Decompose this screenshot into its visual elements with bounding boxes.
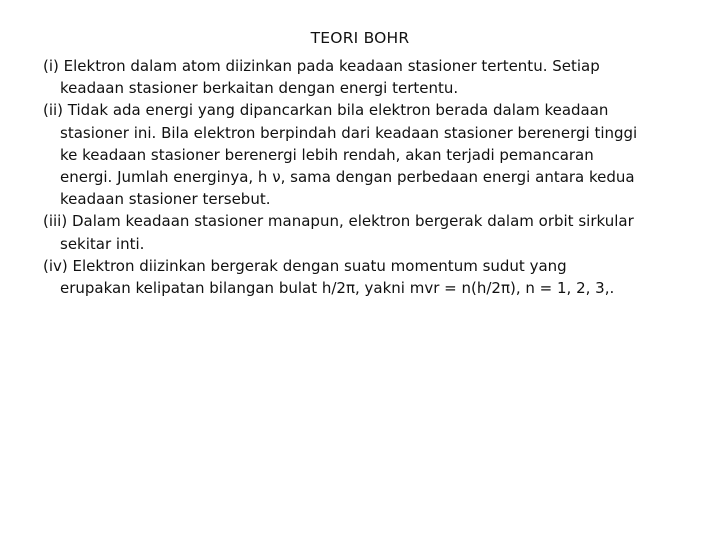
postulate-line: sekitar inti. bbox=[60, 234, 145, 253]
postulate-line: ke keadaan stasioner berenergi lebih rendah, akan terjadi pemancaran bbox=[60, 145, 594, 164]
postulate-line: (i) Elektron dalam atom diizinkan pada keadaan stasioner tertentu. Setiap bbox=[43, 57, 600, 75]
postulate-line: energi. Jumlah energinya, h ν, sama dengan perbedaan energi antara kedua bbox=[60, 168, 635, 187]
postulate-line: (ii) Tidak ada energi yang dipancarkan bila elektron berada dalam keadaan bbox=[43, 101, 609, 120]
postulate-line: (iv) Elektron diizinkan bergerak dengan suatu momentum sudut yang bbox=[43, 256, 567, 275]
slide-body bbox=[43, 55, 703, 299]
postulate-line: keadaan stasioner tersebut. bbox=[60, 190, 271, 209]
postulate-line: erupakan kelipatan bilangan bulat h/2π, yakni mvr = n(h/2π), n = 1, 2, 3,. bbox=[60, 279, 615, 298]
bohr-postulate-2 bbox=[43, 99, 703, 210]
postulate-line: (iii) Dalam keadaan stasioner manapun, elektron bergerak dalam orbit sirkular bbox=[43, 212, 634, 231]
bohr-postulate-3 bbox=[43, 210, 703, 254]
postulate-line: keadaan stasioner berkaitan dengan energi tertentu. bbox=[60, 79, 459, 98]
slide-title: TEORI BOHR bbox=[310, 29, 410, 47]
bohr-postulate-1 bbox=[43, 55, 703, 99]
postulate-line: stasioner ini. Bila elektron berpindah dari keadaan stasioner berenergi tinggi bbox=[60, 123, 638, 142]
bohr-postulate-4 bbox=[43, 255, 703, 299]
